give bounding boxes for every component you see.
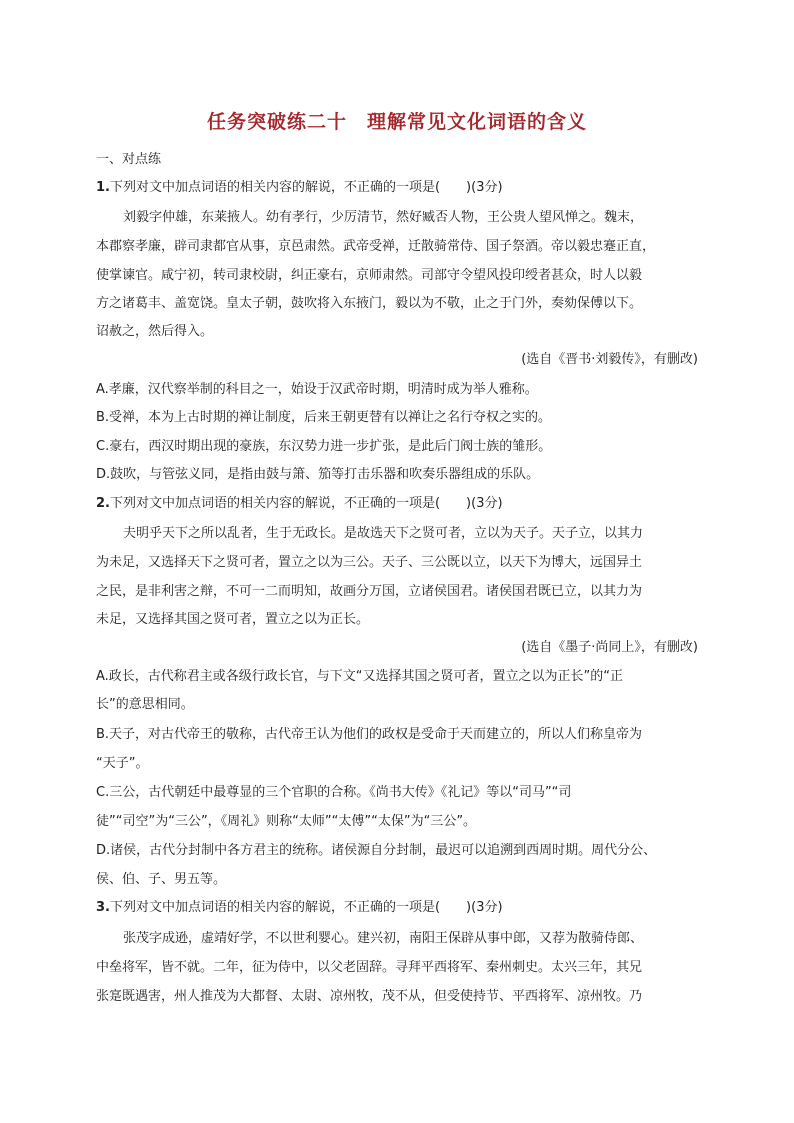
- option-a: A.孝廉，汉代察举制的科目之一，始设于汉武帝时期，明清时成为举人雅称。: [96, 382, 538, 397]
- passage-line: 刘毅字仲雄，东莱掖人。幼有孝行，少厉清节，然好臧否人物，王公贵人望风惮之。魏末，: [123, 210, 644, 225]
- passage-line: 为未足，又选择天下之贤可者，置立之以为三公。天子、三公既以立，以天下为博大，远国异土: [96, 555, 643, 570]
- question-stem-text: 下列对文中加点词语的相关内容的解说，不正确的一项是( )(3分): [109, 900, 503, 915]
- question-2-stem: [96, 494, 503, 514]
- question-stem-text: 下列对文中加点词语的相关内容的解说，不正确的一项是( )(3分): [109, 496, 503, 511]
- question-number: 3.: [96, 900, 110, 915]
- option-b-continued: “天子”。: [96, 756, 149, 771]
- option-d-continued: 侯、伯、子、男五等。: [96, 872, 227, 887]
- passage-source: (选自《晋书·刘毅传》，有删改): [521, 352, 698, 367]
- passage-line: 未足，又选择其国之贤可者，置立之以为正长。: [96, 612, 370, 627]
- passage-line: 诏赦之，然后得入。: [96, 324, 214, 339]
- question-stem-text: 下列对文中加点词语的相关内容的解说，不正确的一项是( )(3分): [109, 180, 503, 195]
- option-c: C.豪右，西汉时期出现的豪族，东汉势力进一步扩张，是此后门阀士族的雏形。: [96, 439, 552, 454]
- passage-line: 张寔既遇害，州人推茂为大都督、太尉、凉州牧，茂不从，但受使持节、平西将军、凉州牧。乃: [96, 989, 643, 1004]
- question-3-stem: [96, 898, 503, 918]
- question-number: 2.: [96, 496, 110, 511]
- option-a: A.政长，古代称君主或各级行政长官，与下文“又选择其国之贤可者，置立之以为正长”的“正: [96, 669, 624, 684]
- passage-line: 使掌谏官。咸宁初，转司隶校尉，纠正豪右，京师肃然。司部守令望风投印绶者甚众，时人以毅: [96, 268, 643, 283]
- question-1-stem: [96, 178, 503, 198]
- passage-source: (选自《墨子·尚同上》，有删改): [521, 640, 698, 655]
- option-c: C.三公，古代朝廷中最尊显的三个官职的合称。《尚书大传》《礼记》等以“司马”“司: [96, 785, 572, 800]
- option-c-continued: 徒”“司空”为“三公”，《周礼》则称“太师”“太傅”“太保”为“三公”。: [96, 814, 477, 829]
- passage-line: 夫明乎天下之所以乱者，生于无政长。是故选天下之贤可者，立以为天子。天子立，以其力: [123, 526, 644, 541]
- passage-line: 方之诸葛丰、盖宽饶。皇太子朝，鼓吹将入东掖门，毅以为不敬，止之于门外，奏劾保傅以下。: [96, 296, 643, 311]
- option-d: D.诸侯，古代分封制中各方君主的统称。诸侯源自分封制，最迟可以追溯到西周时期。周代分公、: [96, 843, 657, 858]
- question-number: 1.: [96, 180, 110, 195]
- passage-line: 中垒将军，皆不就。二年，征为侍中，以父老固辞。寻拜平西将军、秦州刺史。太兴三年，其兄: [96, 960, 643, 975]
- option-d: D.鼓吹，与管弦义同，是指由鼓与箫、笳等打击乐器和吹奏乐器组成的乐队。: [96, 467, 540, 482]
- section-heading: 一、对点练: [96, 152, 162, 167]
- passage-line: 之民，是非利害之辩，不可一二而明知，故画分万国，立诸侯国君。诸侯国君既已立，以其力为: [96, 584, 643, 599]
- passage-line: 张茂字成逊，虚靖好学，不以世利婴心。建兴初，南阳王保辟从事中郎，又荐为散骑侍郎、: [123, 931, 644, 946]
- option-b: B.天子，对古代帝王的敬称，古代帝王认为他们的政权是受命于天而建立的，所以人们称皇帝为: [96, 727, 643, 742]
- option-a-continued: 长”的意思相同。: [96, 697, 194, 712]
- page-title: 任务突破练二十 理解常见文化词语的含义: [206, 111, 587, 133]
- option-b: B.受禅，本为上古时期的禅让制度，后来王朝更替有以禅让之名行夺权之实的。: [96, 410, 552, 425]
- passage-line: 本郡察孝廉，辟司隶都官从事，京邑肃然。武帝受禅，迁散骑常侍、国子祭酒。帝以毅忠蹇正直，: [96, 239, 656, 254]
